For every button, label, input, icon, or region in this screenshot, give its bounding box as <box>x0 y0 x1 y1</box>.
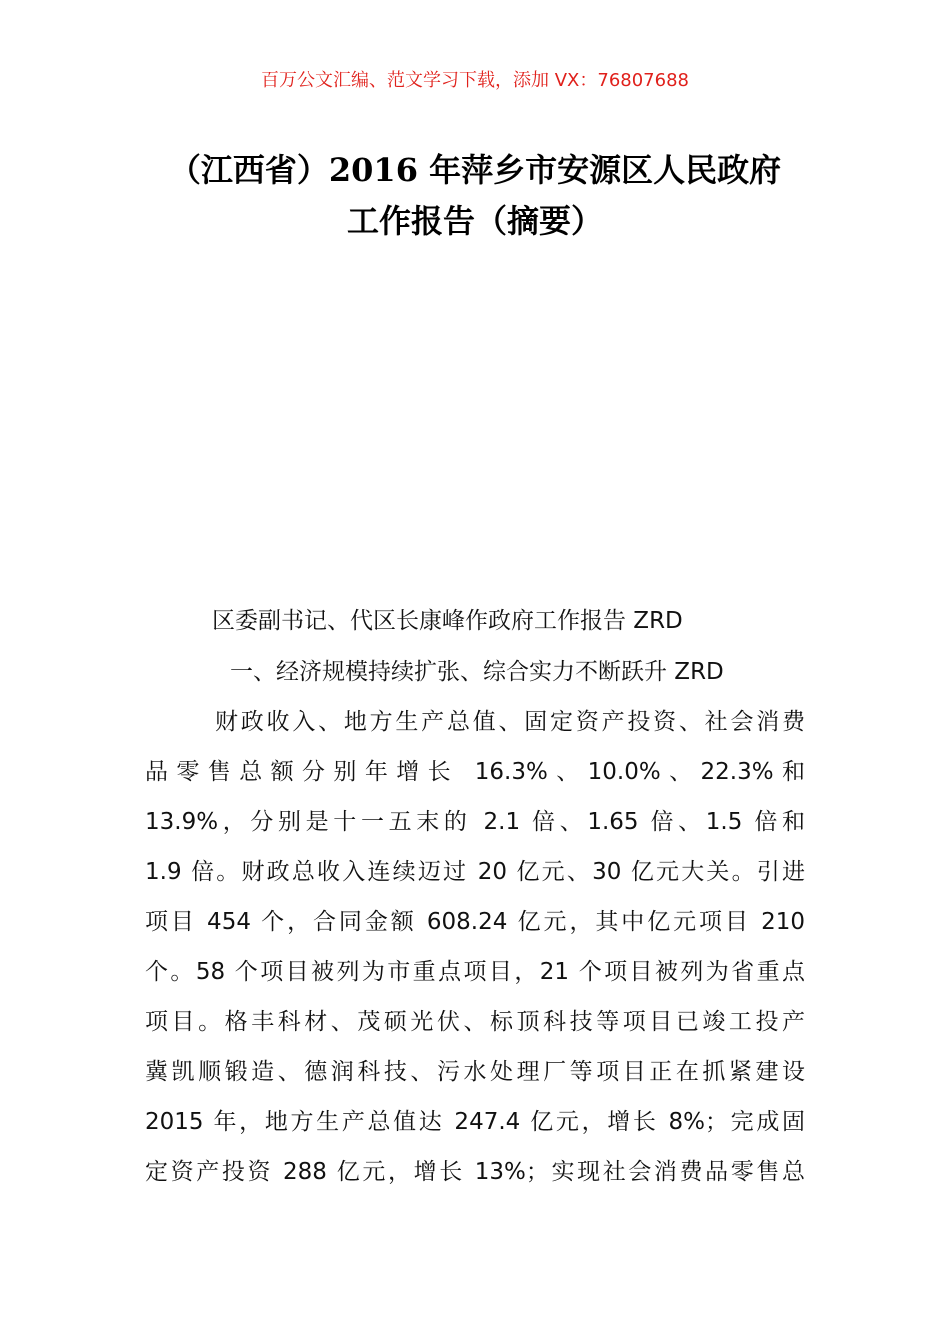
body-line: 1.9 倍。财政总收入连续迈过 20 亿元、30 亿元大关。引进 <box>145 859 805 885</box>
document-title-line-1: （江西省）2016 年萍乡市安源区人民政府 <box>168 151 782 189</box>
report-subheading: 区委副书记、代区长康峰作政府工作报告 ZRD <box>212 608 683 634</box>
body-line: 个。58 个项目被列为市重点项目，21 个项目被列为省重点 <box>145 959 805 985</box>
body-line: 品零售总额分别年增长 16.3%、10.0%、22.3%和 <box>145 759 805 785</box>
body-line: 定资产投资 288 亿元，增长 13%；实现社会消费品零售总 <box>145 1159 805 1185</box>
body-line: 2015 年，地方生产总值达 247.4 亿元，增长 8%；完成固 <box>145 1109 805 1135</box>
body-line: 财政收入、地方生产总值、固定资产投资、社会消费 <box>215 709 805 735</box>
body-line: 项目。格丰科材、茂硕光伏、标顶科技等项目已竣工投产 <box>145 1009 805 1035</box>
body-line: 项目 454 个，合同金额 608.24 亿元，其中亿元项目 210 <box>145 909 805 935</box>
body-line: 13.9%，分别是十一五末的 2.1 倍、1.65 倍、1.5 倍和 <box>145 809 805 835</box>
promo-banner: 百万公文汇编、范文学习下载，添加 VX：76807688 <box>261 70 689 91</box>
section-heading: 一、经济规模持续扩张、综合实力不断跃升 ZRD <box>230 659 724 685</box>
document-title-line-2: 工作报告（摘要） <box>346 202 603 240</box>
body-line: 冀凯顺锻造、德润科技、污水处理厂等项目正在抓紧建设 <box>145 1059 805 1085</box>
